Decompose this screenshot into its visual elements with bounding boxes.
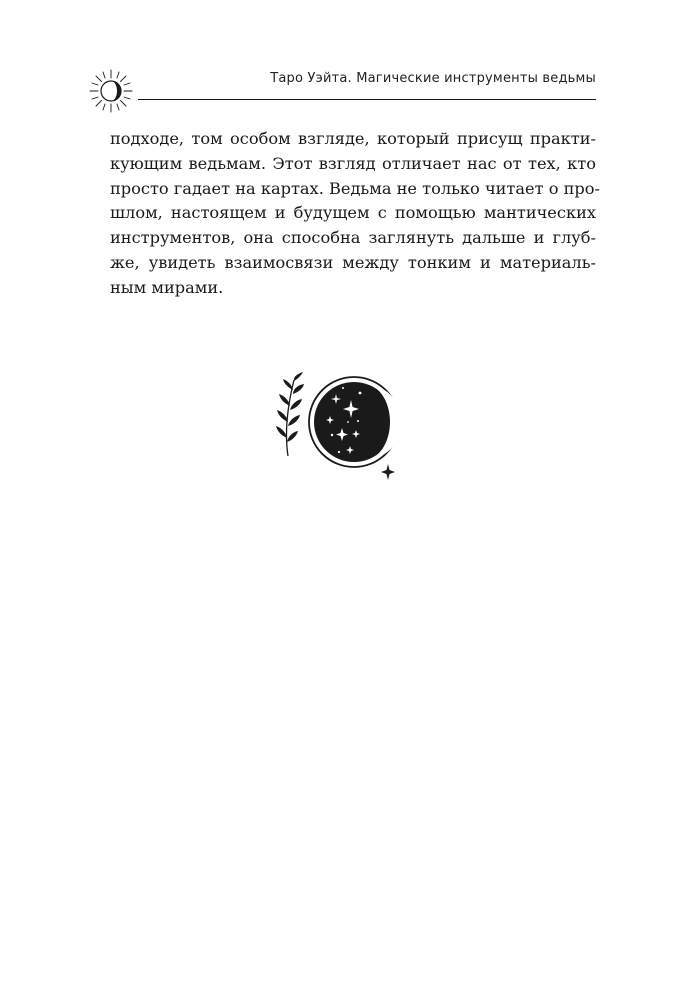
text-line: ным мирами. bbox=[110, 277, 224, 297]
sun-moon-icon bbox=[86, 66, 136, 116]
star-icon bbox=[381, 464, 395, 480]
text-line: кующим ведьмам. Этот взгляд отличает нас от тех, кто bbox=[110, 153, 596, 173]
page-header bbox=[86, 66, 596, 126]
leaf-branch-icon bbox=[276, 372, 304, 456]
body-text bbox=[110, 127, 600, 301]
text-line: же, увидеть взаимосвязи между тонким и материаль- bbox=[110, 252, 596, 272]
text-line: подходе, том особом взгляде, который присущ практи- bbox=[110, 129, 596, 148]
running-header-title: Таро Уэйта. Магические инструменты ведьмы bbox=[270, 71, 596, 86]
text-line: просто гадает на картах. Ведьма не только читает о про- bbox=[110, 178, 600, 198]
moon-ornament bbox=[272, 372, 408, 480]
header-rule bbox=[138, 99, 596, 100]
text-line: шлом, настоящем и будущем с помощью мантических bbox=[110, 203, 596, 223]
text-line: инструментов, она способна заглянуть дальше и глуб- bbox=[110, 228, 596, 248]
starry-crescent-moon-icon bbox=[309, 377, 402, 467]
